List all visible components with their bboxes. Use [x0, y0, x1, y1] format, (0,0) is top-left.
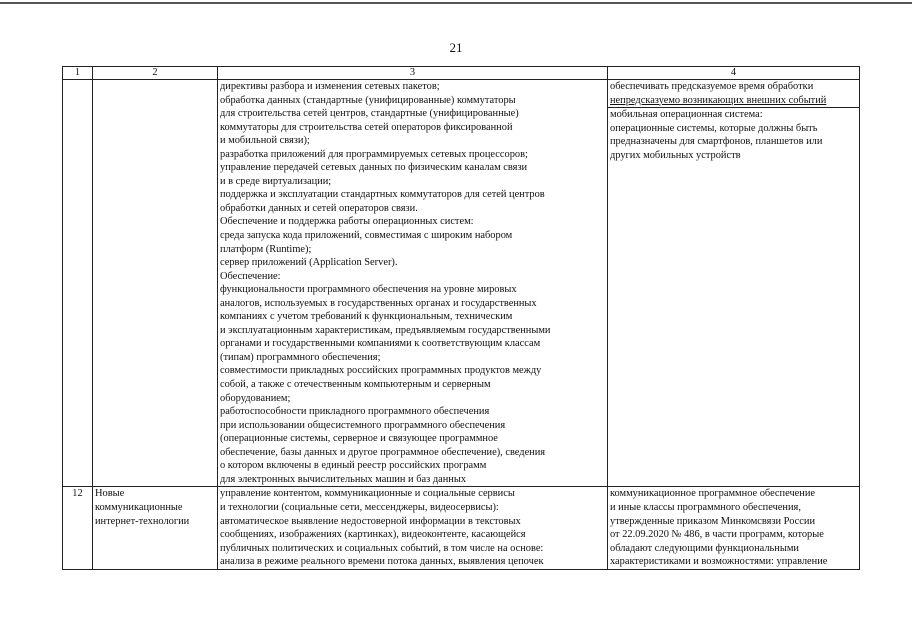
text-line: публичных политических и социальных событий, в том числе на основе:: [220, 542, 544, 554]
text-line: коммуникационное программное обеспечение: [610, 488, 816, 500]
text-line: оборудованием;: [220, 392, 291, 404]
text-line: функциональности программного обеспечения на уровне мировых: [220, 284, 517, 296]
text-line: о котором включены в единый реестр российских программ: [220, 460, 487, 472]
header-col-4: 4: [608, 67, 860, 80]
text-line: компаниях с учетом требований к функциональным, техническим: [220, 311, 513, 323]
col3-text-block: [218, 80, 607, 486]
text-line: Обеспечение и поддержка работы операционных систем:: [220, 216, 474, 228]
col4-text-block-1: [608, 80, 859, 107]
row-number-cell: [63, 80, 93, 487]
text-line: мобильная операционная система:: [610, 109, 763, 121]
top-border-line: [0, 2, 912, 4]
row-col4-cell: [608, 487, 860, 569]
header-col-3: 3: [218, 67, 608, 80]
text-line: обеспечивать предсказуемое время обработки: [610, 81, 814, 92]
row-name-block: [93, 487, 217, 528]
text-line: Обеспечение:: [220, 270, 281, 282]
text-line: сообщениях, изображениях (картинках), видеоконтенте, касающейся: [220, 529, 526, 541]
text-line: управление передачей сетевых данных по физическим каналам связи: [220, 162, 528, 174]
text-line: обеспечение, базы данных и другое программное обеспечение), сведения: [220, 446, 546, 458]
text-line: совместимости прикладных российских программных продуктов между: [220, 365, 542, 377]
header-col-1: 1: [63, 67, 93, 80]
text-line: предназначены для смартфонов, планшетов или: [610, 136, 823, 148]
row-name-cell: [93, 80, 218, 487]
document-table: [62, 66, 860, 570]
text-line: управление контентом, коммуникационные и социальные сервисы: [220, 488, 515, 500]
text-line: анализа в режиме реального времени потока данных, выявления цепочек: [220, 556, 544, 568]
text-line: характеристиками и возможностями: управление: [610, 556, 828, 568]
row-name-cell: [93, 487, 218, 569]
col4-text-block: [608, 487, 859, 568]
text-line: обработка данных (стандартные (унифицированные) коммутаторы: [220, 94, 516, 106]
row-col4-cell: [608, 80, 860, 487]
table-row-12: [63, 487, 860, 569]
text-line: органами и государственными компаниями к соответствующим классам: [220, 338, 541, 350]
text-line: обработки данных и сетей операторов связи.: [220, 202, 418, 214]
text-line: собой, а также с отечественным компьютерным и серверным: [220, 379, 491, 391]
text-line: коммутаторы для строительства сетей операторов фиксированной: [220, 121, 513, 133]
text-line: работоспособности прикладного программного обеспечения: [220, 406, 490, 418]
text-line: коммуникационные: [95, 501, 183, 513]
row-col3-cell: [218, 80, 608, 487]
text-line: от 22.09.2020 № 486, в части программ, которые: [610, 529, 824, 541]
page-number: 21: [449, 40, 463, 55]
text-line: платформ (Runtime);: [220, 243, 312, 255]
col4-text-block-2: [608, 108, 859, 162]
text-line: при использовании общесистемного программного обеспечения: [220, 419, 506, 431]
text-line: других мобильных устройств: [610, 149, 741, 161]
header-col-2: 2: [93, 67, 218, 80]
text-line: и эксплуатационным характеристикам, предъявляемым государственными: [220, 324, 551, 336]
text-line: поддержка и эксплуатации стандартных коммутаторов для сетей центров: [220, 189, 545, 201]
text-line: для электронных вычислительных машин и баз данных: [220, 473, 467, 485]
text-line: сервер приложений (Application Server).: [220, 257, 398, 269]
text-line: и технологии (социальные сети, мессенджеры, видеосервисы):: [220, 501, 499, 513]
text-line: непредсказуемо возникающих внешних событий: [610, 94, 827, 106]
row-number-cell: 12: [63, 487, 93, 569]
text-line: для строительства сетей центров, стандартные (унифицированные): [220, 108, 519, 120]
text-line: обладают следующими функциональными: [610, 542, 799, 554]
text-line: среда запуска кода приложений, совместимая с широким набором: [220, 230, 513, 242]
table-header-row: [63, 67, 860, 80]
text-line: интернет-технологии: [95, 515, 190, 527]
text-line: директивы разбора и изменения сетевых пакетов;: [220, 81, 440, 92]
text-line: операционные системы, которые должны быть: [610, 122, 818, 134]
text-line: утвержденные приказом Минкомсвязи России: [610, 515, 816, 527]
text-line: (типам) программного обеспечения;: [220, 351, 381, 363]
row-col3-cell: [218, 487, 608, 569]
text-line: и иные классы программного обеспечения,: [610, 501, 801, 513]
text-line: разработка приложений для программируемых сетевых процессоров;: [220, 148, 528, 160]
text-line: и в среде виртуализации;: [220, 175, 332, 187]
text-line: (операционные системы, серверное и связующее программное: [220, 433, 498, 445]
text-line: аналогов, используемых в государственных органах и государственных: [220, 297, 537, 309]
text-line: и мобильной связи);: [220, 135, 310, 147]
table-row-continued: [63, 80, 860, 487]
text-line: автоматическое выявление недостоверной информации в текстовых: [220, 515, 521, 527]
text-line: Новые: [95, 488, 125, 500]
col3-text-block: [218, 487, 607, 568]
